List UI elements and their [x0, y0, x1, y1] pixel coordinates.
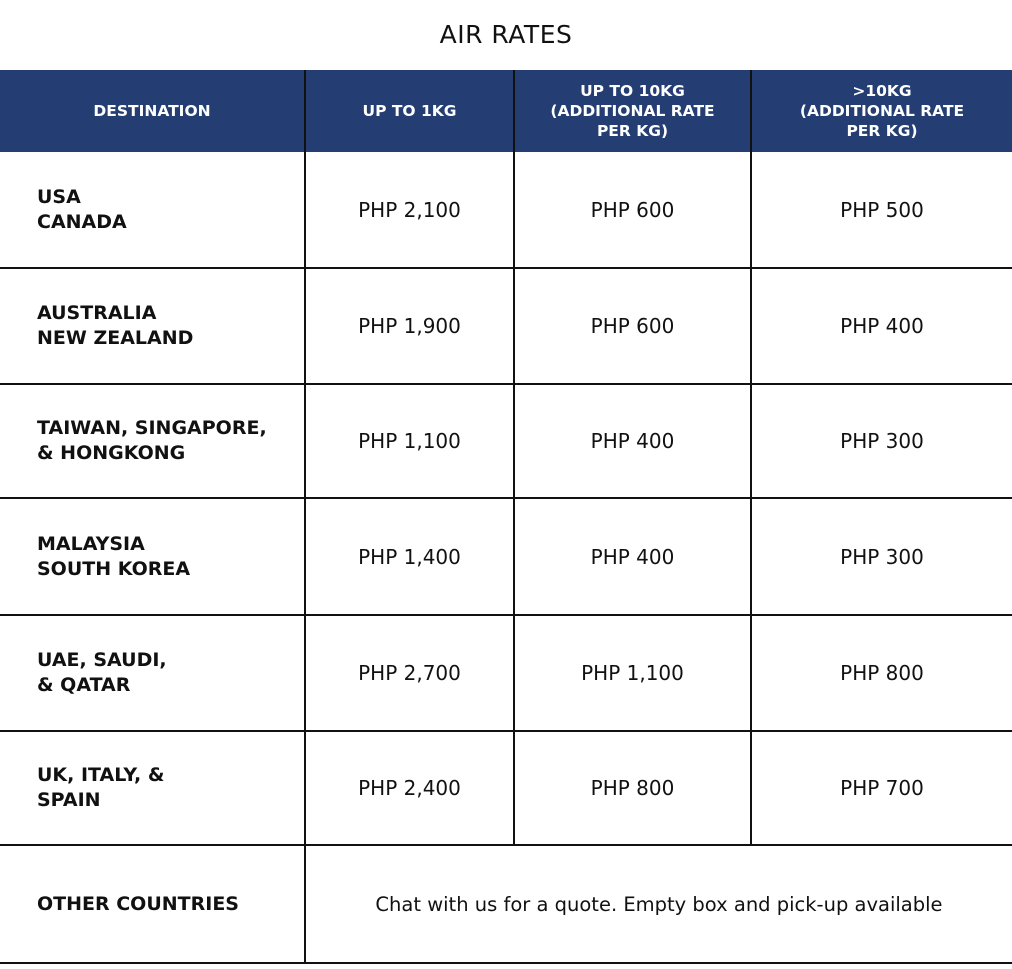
- rate-over-10kg: PHP 800: [751, 615, 1012, 731]
- rate-up-to-1kg: PHP 2,400: [305, 731, 514, 845]
- destination-cell: USA CANADA: [0, 152, 305, 268]
- rate-up-to-10kg: PHP 400: [514, 384, 751, 498]
- rate-up-to-10kg: PHP 1,100: [514, 615, 751, 731]
- table-row: [0, 615, 1012, 731]
- table-row: [0, 152, 1012, 268]
- rate-over-10kg: PHP 300: [751, 498, 1012, 615]
- destination-cell: TAIWAN, SINGAPORE, & HONGKONG: [0, 384, 305, 498]
- rate-up-to-1kg: PHP 1,900: [305, 268, 514, 384]
- rate-over-10kg: PHP 400: [751, 268, 1012, 384]
- quote-note: Chat with us for a quote. Empty box and pick-up available: [305, 845, 1012, 963]
- header-up-to-1kg: UP TO 1KG: [305, 70, 514, 152]
- table-row: [0, 498, 1012, 615]
- header-destination: DESTINATION: [0, 70, 305, 152]
- rate-up-to-10kg: PHP 400: [514, 498, 751, 615]
- rate-over-10kg: PHP 300: [751, 384, 1012, 498]
- rate-over-10kg: PHP 700: [751, 731, 1012, 845]
- header-up-to-10kg: UP TO 10KG (ADDITIONAL RATE PER KG): [514, 70, 751, 152]
- table-row: [0, 731, 1012, 845]
- air-rates-table: [0, 70, 1012, 964]
- rate-over-10kg: PHP 500: [751, 152, 1012, 268]
- destination-cell: UAE, SAUDI, & QATAR: [0, 615, 305, 731]
- table-row-other: [0, 845, 1012, 963]
- destination-cell: MALAYSIA SOUTH KOREA: [0, 498, 305, 615]
- table-row: [0, 384, 1012, 498]
- table-body: [0, 152, 1012, 963]
- rate-up-to-1kg: PHP 1,400: [305, 498, 514, 615]
- destination-cell: OTHER COUNTRIES: [0, 845, 305, 963]
- rate-up-to-1kg: PHP 2,100: [305, 152, 514, 268]
- rate-up-to-10kg: PHP 600: [514, 268, 751, 384]
- destination-cell: UK, ITALY, & SPAIN: [0, 731, 305, 845]
- table-row: [0, 268, 1012, 384]
- rate-up-to-10kg: PHP 600: [514, 152, 751, 268]
- destination-cell: AUSTRALIA NEW ZEALAND: [0, 268, 305, 384]
- header-over-10kg: >10KG (ADDITIONAL RATE PER KG): [751, 70, 1012, 152]
- page-title: AIR RATES: [439, 20, 573, 49]
- rate-up-to-1kg: PHP 1,100: [305, 384, 514, 498]
- rate-up-to-10kg: PHP 800: [514, 731, 751, 845]
- header-row: [0, 70, 1012, 152]
- table-header: [0, 70, 1012, 152]
- rate-up-to-1kg: PHP 2,700: [305, 615, 514, 731]
